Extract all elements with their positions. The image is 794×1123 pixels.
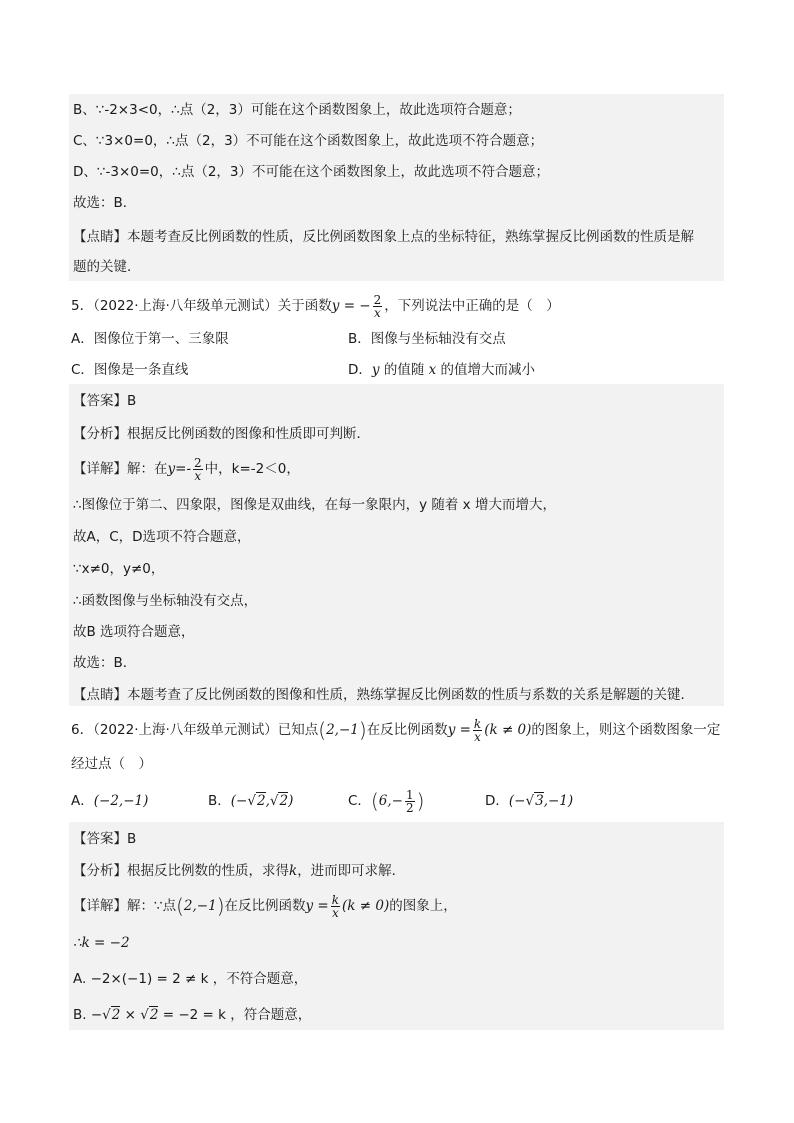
q5-analysis: 【分析】根据反比例函数的图像和性质即可判断． [73, 426, 370, 442]
q6-option-b[interactable]: B．(−√2,√2) [208, 793, 294, 809]
q6-stem: 6．（2022·上海·八年级单元测试）已知点(2,−1)在反比例函数y = $\frac{k}{x}$ (k ≠ 0)的图象上，则这个函数图象一定 [71, 716, 721, 744]
q6-option-d[interactable]: D．(−√3,−1) [485, 793, 574, 809]
solution-block-q6 [69, 822, 724, 1030]
q4-option-b-check: B、∵-2×3<0，∴点（2，3）可能在这个函数图象上，故此选项符合题意； [73, 102, 521, 118]
q5-option-b[interactable]: B．图像与坐标轴没有交点 [348, 331, 506, 347]
q4-option-d-check: D、∵-3×0=0，∴点（2，3）不可能在这个函数图象上，故此选项不符合题意； [73, 164, 550, 180]
q6-option-c-fraction: $\frac{1}{2}$ [405, 787, 414, 815]
q5-option-a[interactable]: A．图像位于第一、三象限 [71, 331, 229, 347]
q4-option-c-check: C、∵3×0=0，∴点（2，3）不可能在这个函数图象上，故此选项不符合题意； [73, 133, 544, 149]
q6-option-c[interactable]: C．(6,− $\frac{1}{2}$ ) [348, 787, 425, 815]
q6-stem-line2: 经过点（ ） [71, 756, 152, 772]
q6-detail-fraction: $\frac{k}{x}$ [331, 892, 340, 920]
q6-k-value: ∴k = −2 [73, 935, 130, 951]
q6-answer: 【答案】B [73, 831, 137, 847]
q6-check-b: B. −√2 × √2 = −2 = k ，符合题意， [73, 1007, 312, 1023]
q5-detail-line: 故B 选项符合题意， [73, 624, 195, 640]
q4-comment-line1: 【点睛】本题考查反比例函数的性质，反比例函数图象上点的坐标特征，熟练掌握反比例函数的性质是解 [73, 229, 694, 245]
q5-comment: 【点睛】本题考查了反比例函数的图像和性质，熟练掌握反比例函数的性质与系数的关系是解题的关键． [73, 687, 694, 703]
q5-choice: 故选：B． [73, 655, 137, 671]
q5-detail-intro: 【详解】解：在y=- $\frac{2}{x}$ 中，k=-2＜0， [73, 455, 300, 483]
q5-detail-line: ∴图像位于第二、四象限，图像是双曲线，在每一象限内，y 随着 x 增大而增大， [73, 497, 556, 513]
q5-stem: 5．（2022·上海·八年级单元测试）关于函数y = − $\frac{2}{x}$ ，下列说法中正确的是（ ） [71, 292, 560, 320]
q6-option-a[interactable]: A．(−2,−1) [71, 793, 149, 809]
q5-detail-line: 故A，C，D选项不符合题意， [73, 529, 251, 545]
q6-fraction: $\frac{k}{x}$ [473, 716, 482, 744]
q6-analysis: 【分析】根据反比例数的性质，求得k，进而即可求解． [73, 863, 406, 879]
q4-choice: 故选：B． [73, 195, 137, 211]
q5-answer: 【答案】B [73, 393, 137, 409]
q6-detail-intro: 【详解】解：∵点(2,−1)在反比例函数y = $\frac{k}{x}$ (k ≠ 0)的图象上， [73, 892, 457, 920]
q4-comment-line2: 题的关键． [73, 259, 141, 275]
q5-detail-line: ∵x≠0，y≠0， [73, 561, 165, 577]
q5-option-d[interactable]: D．y 的值随 x 的值增大而减小 [348, 362, 536, 378]
q5-detail-line: ∴函数图像与坐标轴没有交点， [73, 593, 258, 609]
q6-check-a: A. −2×(−1) = 2 ≠ k ，不符合题意， [73, 971, 308, 987]
solution-block-q4 [69, 94, 724, 281]
q5-detail-fraction: $\frac{2}{x}$ [194, 455, 202, 483]
q5-option-c[interactable]: C．图像是一条直线 [71, 362, 189, 378]
q5-fraction: $\frac{2}{x}$ [373, 292, 382, 320]
